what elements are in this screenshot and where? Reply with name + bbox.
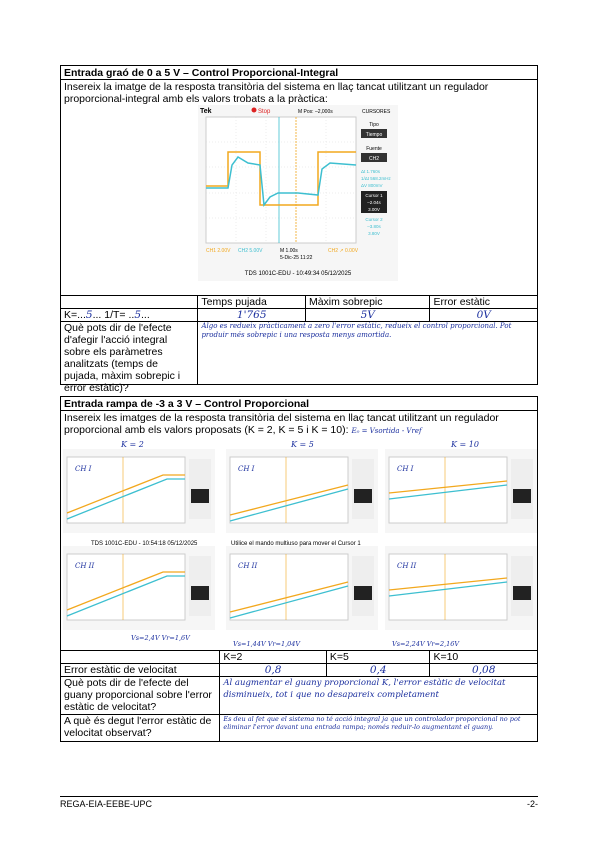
instruction-text-2 bbox=[64, 412, 534, 437]
channel-label: CH I bbox=[238, 465, 255, 473]
oscilloscope-screen bbox=[198, 105, 398, 281]
ramp-scope-4 bbox=[63, 546, 215, 630]
cursor1-label: Cursor 1 bbox=[365, 193, 383, 198]
a2-text: Es deu al fet que el sistema no té acció integral ja que un controlador proporcional no pot eliminar l'error davant una entrada rampa; només reduir-lo augmentant el guany. bbox=[223, 715, 521, 731]
overshoot-value: 5V bbox=[306, 309, 430, 321]
t-value: 5 bbox=[134, 309, 142, 321]
p-ramp-section bbox=[60, 396, 538, 742]
cursor2-volt: 3.80V bbox=[368, 231, 380, 236]
time-scale: M 1.00s bbox=[280, 248, 298, 254]
a1-text: Al augmentar el guany proporcional K, l'error estàtic de velocitat disminueix, tot i que no desapareix completament bbox=[223, 678, 506, 700]
mid-caption: TDS 1001C-EDU - 10:54:18 05/12/2025 bbox=[91, 541, 198, 547]
scope-date: 5-Dic-25 11:22 bbox=[280, 255, 313, 261]
velocity-k10: 0,08 bbox=[472, 664, 496, 676]
results-header-row bbox=[61, 296, 537, 309]
pi-step-section bbox=[60, 65, 538, 394]
footer-rule bbox=[60, 796, 538, 797]
scope-menu: CURSORES bbox=[362, 109, 391, 115]
scope-mpos: M Pos: –2,000s bbox=[298, 109, 333, 115]
cursor2-label: Cursor 2 bbox=[365, 217, 383, 222]
tipo-value: Tiempo bbox=[365, 132, 383, 138]
footer-left: REGA-EIA-EEBE-UPC bbox=[60, 799, 153, 809]
fuente-label: Fuente bbox=[366, 146, 382, 152]
k-dots: ... bbox=[92, 309, 102, 321]
t-label: 1/T= .. bbox=[104, 309, 135, 321]
q2-row bbox=[61, 715, 537, 741]
ramp-scope-1 bbox=[63, 449, 215, 533]
k-header-row bbox=[61, 651, 537, 664]
k10-header: K=10 bbox=[433, 651, 459, 663]
rise-time-header: Temps pujada bbox=[198, 296, 306, 308]
t-dots: ... bbox=[141, 309, 150, 321]
k-plot-label: K = 10 bbox=[451, 440, 479, 449]
scope-brand: Tek bbox=[200, 108, 212, 115]
instruction-text: Insereix la imatge de la resposta transitòria del sistema en llaç tancat utilitzant un regulador proporcional-integral amb els valors trobats a la pràctica: bbox=[64, 81, 489, 105]
image-cell bbox=[61, 80, 537, 296]
blank-k-header bbox=[61, 651, 220, 663]
velocity-label: Error estàtic de velocitat bbox=[61, 664, 220, 676]
ramp-scope-5 bbox=[226, 546, 378, 630]
blank-header bbox=[61, 296, 198, 308]
footer bbox=[60, 799, 538, 809]
question-row bbox=[61, 322, 537, 394]
k-t-cell bbox=[61, 309, 198, 321]
k-label: K=... bbox=[64, 309, 86, 321]
instruction-2: Insereix les imatges de la resposta transitòria del sistema en llaç tancat utilitzant un regulador proporcional amb els valors proposats (K = 2, K = 5 i K = 10): bbox=[64, 412, 499, 436]
channel-label: CH I bbox=[397, 465, 414, 473]
error-formula-note: E₀ = Vsortida - Vref bbox=[351, 427, 422, 435]
k-plot-label: K = 2 bbox=[121, 440, 144, 449]
section-title: Entrada graó de 0 a 5 V – Control Proporcional-Integral bbox=[61, 66, 537, 80]
ramp-scope-2 bbox=[226, 449, 378, 533]
velocity-k2: 0,8 bbox=[220, 664, 327, 676]
k-value: 5 bbox=[85, 309, 93, 321]
question-text: Què pots dir de l'efecte d'afegir l'acció integral sobre els paràmetres analitzats (temps de pujada, màxim sobrepic i error estàtic)? bbox=[61, 322, 198, 384]
k5-header: K=5 bbox=[327, 651, 431, 663]
footer-right: -2- bbox=[527, 799, 538, 809]
channel-label: CH II bbox=[397, 562, 417, 570]
rise-time-value: 1'765 bbox=[198, 309, 306, 321]
voltage-reading: Vs=2,4V Vr=1,6V bbox=[131, 634, 190, 642]
delta-t: Δt 1.760s bbox=[361, 169, 381, 174]
channel-label: CH II bbox=[238, 562, 258, 570]
overshoot-header: Màxim sobrepic bbox=[306, 296, 430, 308]
trigger: CH2 ↗ 0.00V bbox=[328, 248, 359, 254]
q2-text: A què és degut l'error estàtic de velocitat observat? bbox=[61, 715, 220, 741]
results-value-row bbox=[61, 309, 537, 322]
channel-label: CH I bbox=[75, 465, 92, 473]
mid-caption-2: Utilice el mando multiuso para mover el Cursor 1 bbox=[231, 541, 361, 547]
section-title-2: Entrada rampa de -3 a 3 V – Control Proporcional bbox=[61, 397, 537, 411]
delta-v: ΔV 800mV bbox=[361, 183, 383, 188]
stop-indicator-icon bbox=[252, 108, 257, 113]
static-error-value: 0V bbox=[476, 309, 491, 321]
ramp-scope-6 bbox=[385, 546, 537, 630]
channel-label: CH II bbox=[75, 562, 95, 570]
q1-text: Què pots dir de l'efecte del guany proporcional sobre l'error estàtic de velocitat? bbox=[61, 677, 220, 714]
image-cell-2 bbox=[61, 411, 537, 651]
k-plot-label: K = 5 bbox=[291, 440, 314, 449]
answer-text: Algo es redueix pràcticament a zero l'error estàtic, redueix el control proporcional. Pot produir més sobrepic i una resposta menys amortida. bbox=[201, 322, 512, 339]
scope-status: Stop bbox=[258, 109, 271, 115]
ch2-scale: CH2 5.00V bbox=[238, 248, 263, 254]
ramp-scope-3 bbox=[385, 449, 537, 533]
voltage-reading: Vs=2,24V Vr=2,16V bbox=[392, 640, 460, 648]
q1-row bbox=[61, 677, 537, 715]
static-error-header: Error estàtic bbox=[433, 296, 491, 308]
cursor1-time: –2.04s bbox=[367, 200, 381, 205]
cursor2-time: –3.80s bbox=[367, 224, 381, 229]
cursor1-volt: 3.00V bbox=[368, 207, 380, 212]
scope-caption: TDS 1001C-EDU - 10:49:34 05/12/2025 bbox=[244, 271, 352, 277]
velocity-k5: 0,4 bbox=[327, 664, 431, 676]
freq: 1/Δt 568.2mHz bbox=[361, 176, 391, 181]
voltage-reading: Vs=1,44V Vr=1,04V bbox=[233, 640, 301, 648]
ch1-scale: CH1 2.00V bbox=[206, 248, 231, 254]
velocity-error-row bbox=[61, 664, 537, 677]
oscilloscope-capture bbox=[198, 105, 398, 281]
fuente-value: CH2 bbox=[368, 156, 380, 162]
tipo-label: Tipo bbox=[369, 122, 379, 128]
k2-header: K=2 bbox=[220, 651, 327, 663]
